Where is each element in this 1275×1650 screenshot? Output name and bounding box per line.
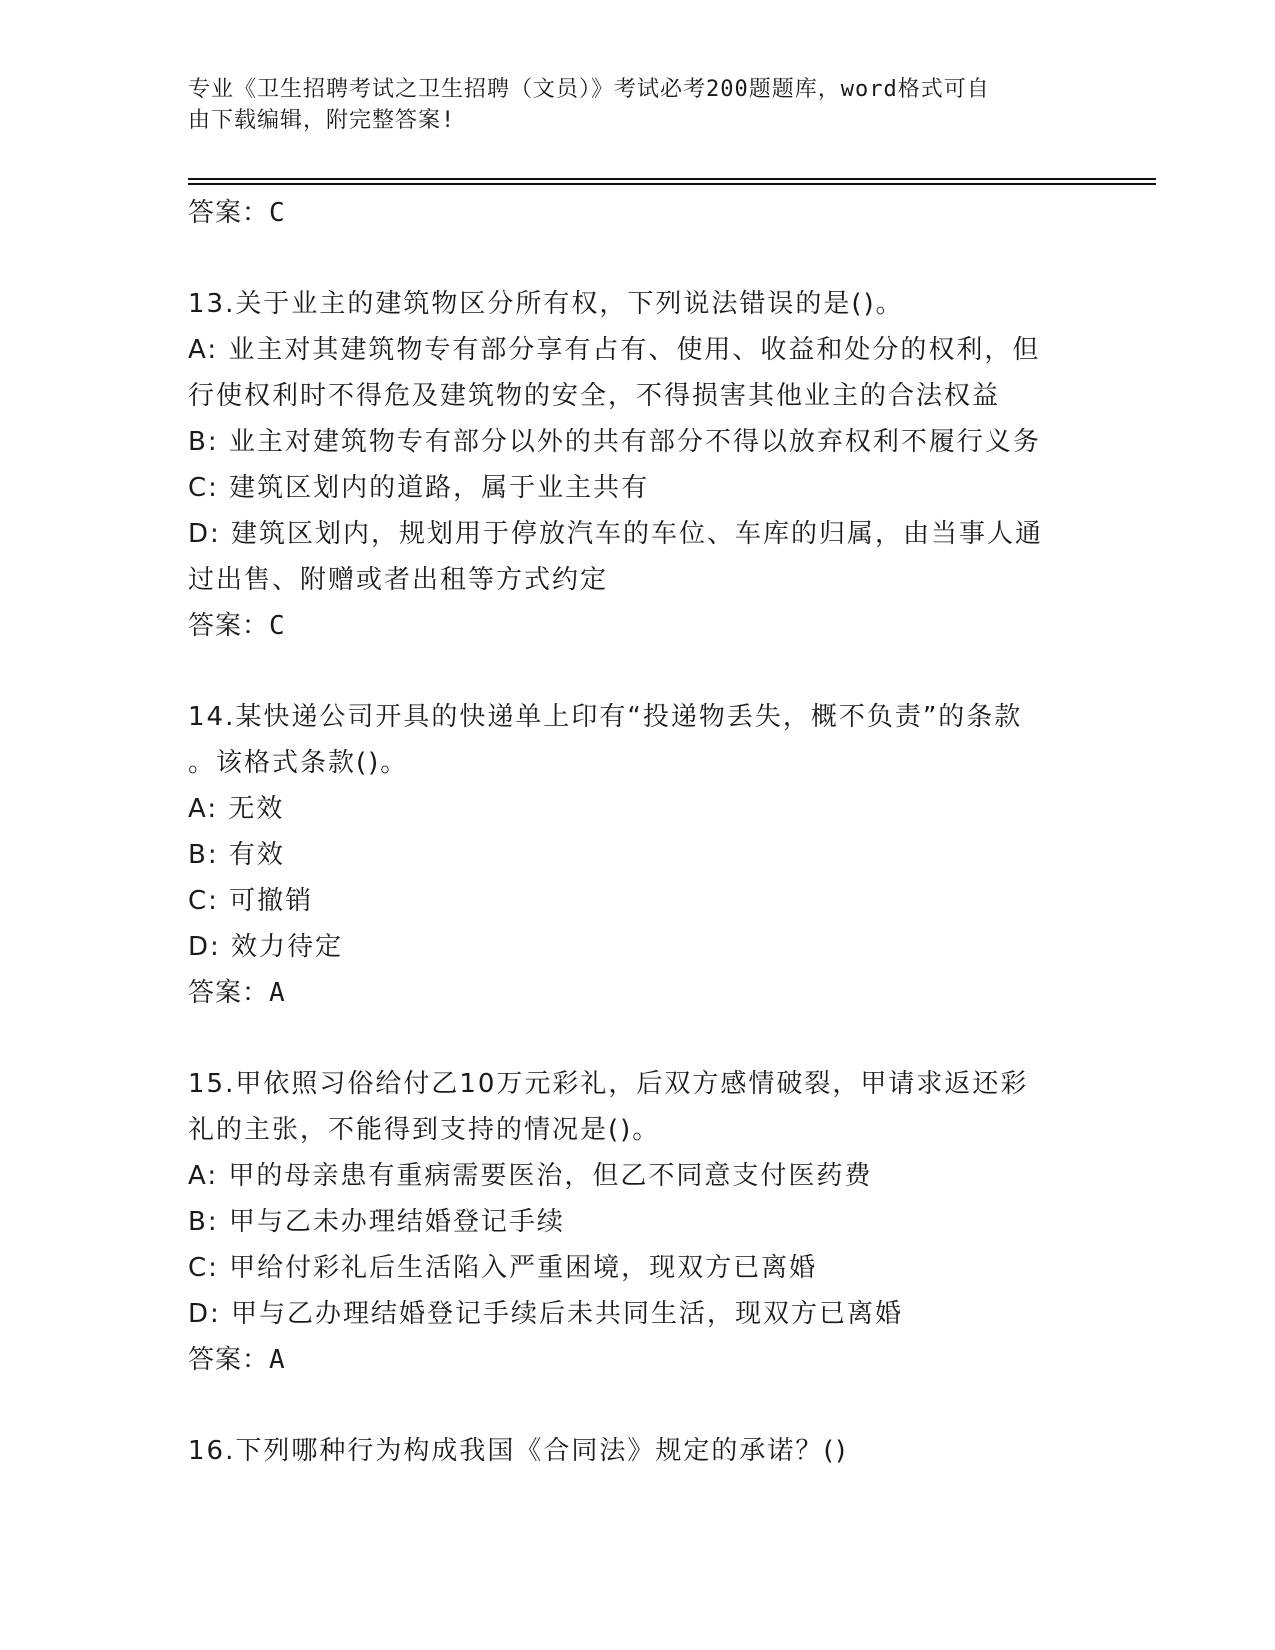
answer-line bbox=[188, 190, 1088, 236]
header-divider-top bbox=[188, 178, 1156, 180]
answer-label: 答案： bbox=[188, 1345, 270, 1375]
question-spacer bbox=[188, 649, 1088, 694]
question-stem: 礼的主张，不能得到支持的情况是()。 bbox=[188, 1115, 661, 1145]
option-line: B: 业主对建筑物专有部分以外的共有部分不得以放弃权利不履行义务 bbox=[188, 427, 1041, 457]
option-line: 过出售、附赠或者出租等方式约定 bbox=[188, 565, 609, 595]
question-item bbox=[188, 1061, 1088, 1383]
option-line: A: 无效 bbox=[188, 794, 285, 824]
question-stem: 16.下列哪种行为构成我国《合同法》规定的承诺？() bbox=[188, 1436, 848, 1466]
option-line: 行使权利时不得危及建筑物的安全，不得损害其他业主的合法权益 bbox=[188, 381, 1001, 411]
option-line: C: 建筑区划内的道路，属于业主共有 bbox=[188, 473, 650, 503]
answer-value: C bbox=[269, 611, 286, 641]
option-line: D: 甲与乙办理结婚登记手续后未共同生活，现双方已离婚 bbox=[188, 1299, 904, 1329]
option-line: C: 甲给付彩礼后生活陷入严重困境，现双方已离婚 bbox=[188, 1253, 818, 1283]
option-line: D: 效力待定 bbox=[188, 932, 344, 962]
question-stem: 。该格式条款()。 bbox=[188, 748, 409, 778]
answer-label: 答案： bbox=[188, 198, 270, 228]
answer-line bbox=[188, 1337, 1088, 1383]
question-stem: 15.甲依照习俗给付乙10万元彩礼，后双方感情破裂，甲请求返还彩 bbox=[188, 1069, 1029, 1099]
option-line: C: 可撤销 bbox=[188, 886, 314, 916]
question-content bbox=[188, 190, 1088, 1474]
question-item bbox=[188, 1428, 1088, 1474]
option-line: A: 业主对其建筑物专有部分享有占有、使用、收益和处分的权利，但 bbox=[188, 335, 1041, 365]
answer-label: 答案： bbox=[188, 611, 270, 641]
option-line: B: 甲与乙未办理结婚登记手续 bbox=[188, 1207, 565, 1237]
option-line: A: 甲的母亲患有重病需要医治，但乙不同意支付医药费 bbox=[188, 1161, 873, 1191]
answer-line bbox=[188, 603, 1088, 649]
answer-value: A bbox=[269, 978, 286, 1008]
question-spacer bbox=[188, 1016, 1088, 1061]
header-divider-bottom bbox=[188, 183, 1156, 185]
answer-value: C bbox=[269, 198, 286, 228]
header-line-1: 专业《卫生招聘考试之卫生招聘（文员）》考试必考200题题库，word格式可自 bbox=[188, 77, 990, 102]
question-item bbox=[188, 694, 1088, 1016]
question-stem: 13.关于业主的建筑物区分所有权，下列说法错误的是()。 bbox=[188, 289, 904, 319]
question-item bbox=[188, 281, 1088, 649]
answer-value: A bbox=[269, 1345, 286, 1375]
option-line: B: 有效 bbox=[188, 840, 285, 870]
question-stem: 14.某快递公司开具的快递单上印有“投递物丢失，概不负责”的条款 bbox=[188, 702, 1023, 732]
question-spacer bbox=[188, 236, 1088, 281]
answer-line bbox=[188, 970, 1088, 1016]
answer-label: 答案： bbox=[188, 978, 270, 1008]
document-header bbox=[188, 74, 1078, 136]
question-spacer bbox=[188, 1383, 1088, 1428]
question-list bbox=[188, 236, 1088, 1474]
header-line-2: 由下载编辑，附完整答案! bbox=[188, 108, 456, 133]
option-line: D: 建筑区划内，规划用于停放汽车的车位、车库的归属，由当事人通 bbox=[188, 519, 1044, 549]
